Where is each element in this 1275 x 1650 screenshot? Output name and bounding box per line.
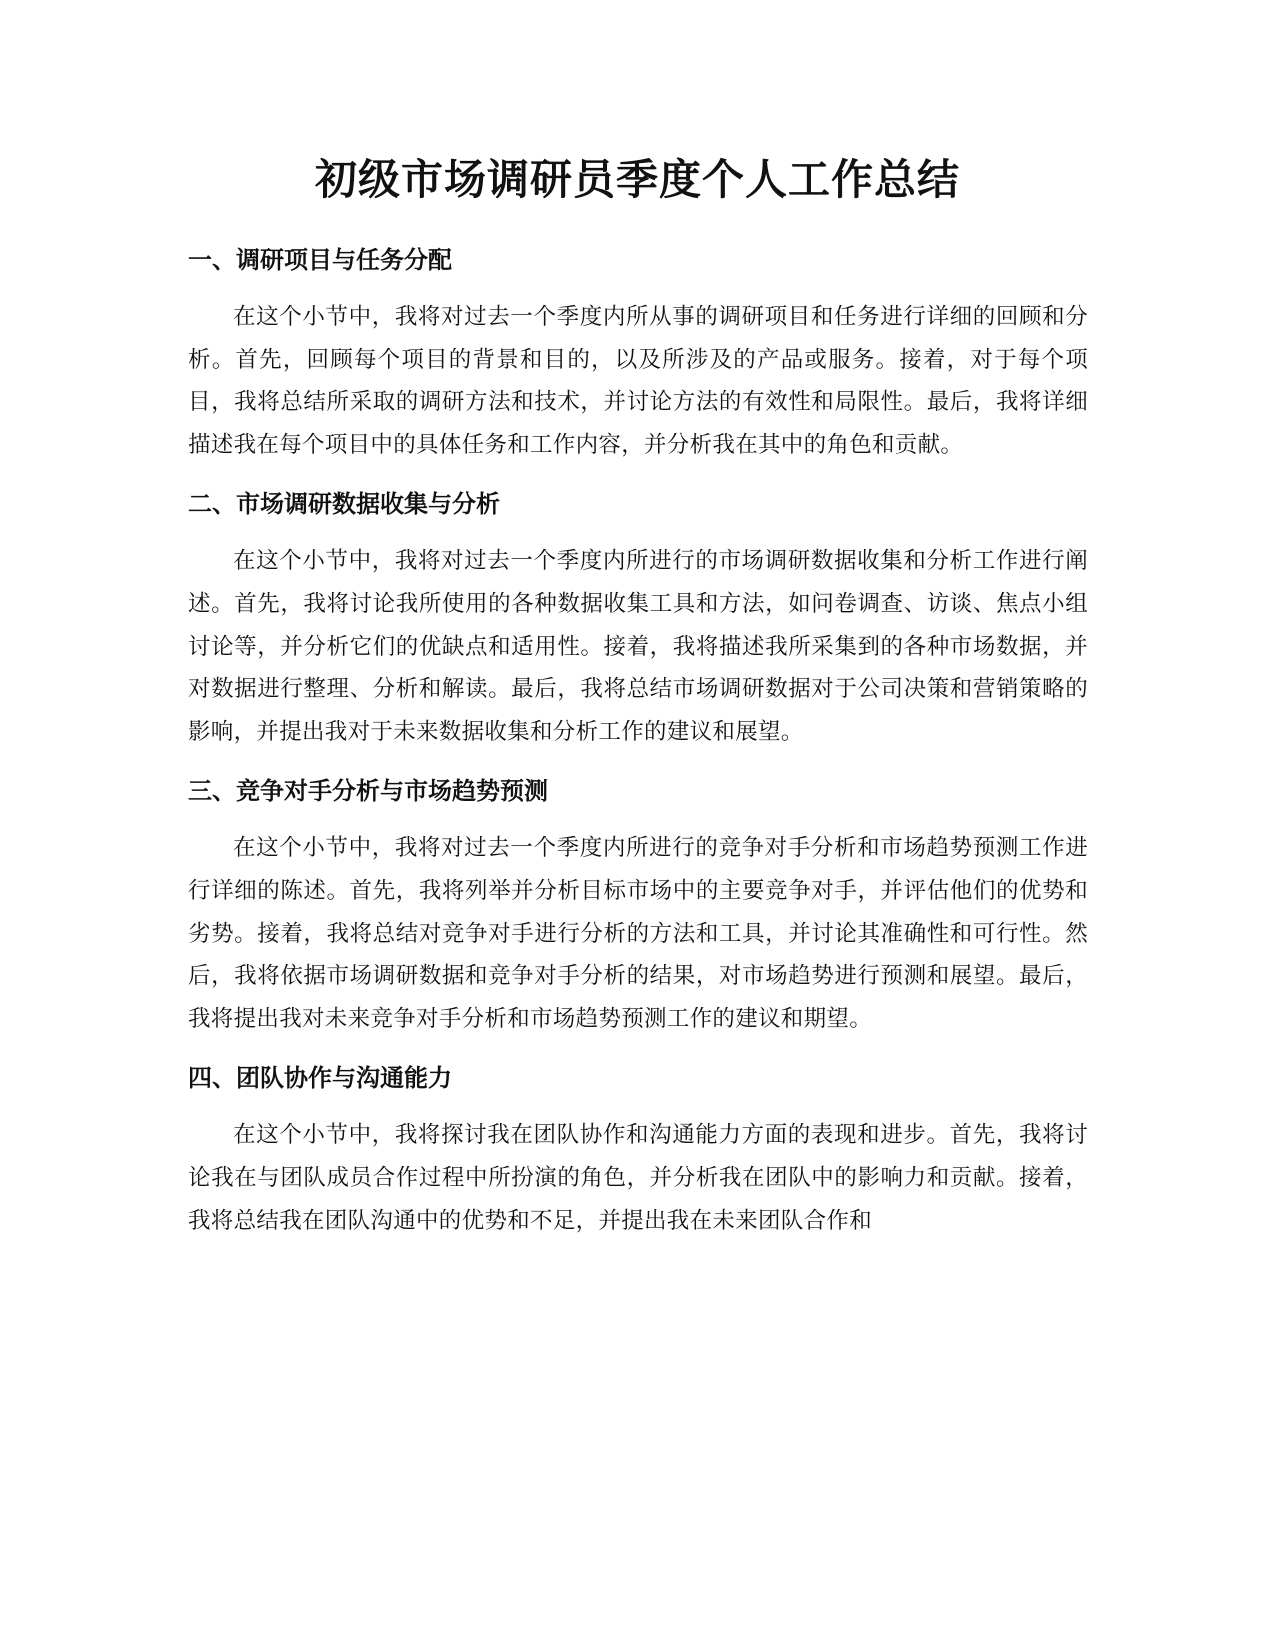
section-paragraph: 在这个小节中，我将对过去一个季度内所进行的竞争对手分析和市场趋势预测工作进行详细的陈述。首先，我将列举并分析目标市场中的主要竞争对手，并评估他们的优势和劣势。接着，我将总结对竞争对手进行分析的方法和工具，并讨论其准确性和可行性。然后，我将依据市场调研数据和竞争对手分析的结果，对市场趋势进行预测和展望。最后，我将提出我对未来竞争对手分析和市场趋势预测工作的建议和期望。 — [188, 835, 1088, 1032]
section-heading: 四、团队协作与沟通能力 — [188, 1064, 452, 1093]
section-1 — [188, 240, 1088, 466]
section-paragraph: 在这个小节中，我将对过去一个季度内所从事的调研项目和任务进行详细的回顾和分析。首先，回顾每个项目的背景和目的，以及所涉及的产品或服务。接着，对于每个项目，我将总结所采取的调研方法和技术，并讨论方法的有效性和局限性。最后，我将详细描述我在每个项目中的具体任务和工作内容，并分析我在其中的角色和贡献。 — [188, 304, 1088, 458]
document-body — [188, 240, 1088, 1260]
section-paragraph: 在这个小节中，我将探讨我在团队协作和沟通能力方面的表现和进步。首先，我将讨论我在与团队成员合作过程中所扮演的角色，并分析我在团队中的影响力和贡献。接着，我将总结我在团队沟通中的优势和不足，并提出我在未来团队合作和 — [188, 1122, 1088, 1234]
section-heading: 一、调研项目与任务分配 — [188, 246, 452, 274]
section-2 — [188, 484, 1088, 753]
document-title: 初级市场调研员季度个人工作总结 — [314, 155, 960, 204]
section-heading: 二、市场调研数据收集与分析 — [188, 490, 500, 519]
section-heading: 三、竞争对手分析与市场趋势预测 — [188, 777, 548, 806]
section-paragraph: 在这个小节中，我将对过去一个季度内所进行的市场调研数据收集和分析工作进行阐述。首先，我将讨论我所使用的各种数据收集工具和方法，如问卷调查、访谈、焦点小组讨论等，并分析它们的优缺点和适用性。接着，我将描述我所采集到的各种市场数据，并对数据进行整理、分析和解读。最后，我将总结市场调研数据对于公司决策和营销策略的影响，并提出我对于未来数据收集和分析工作的建议和展望。 — [188, 548, 1088, 745]
section-3 — [188, 771, 1088, 1040]
section-4 — [188, 1058, 1088, 1242]
